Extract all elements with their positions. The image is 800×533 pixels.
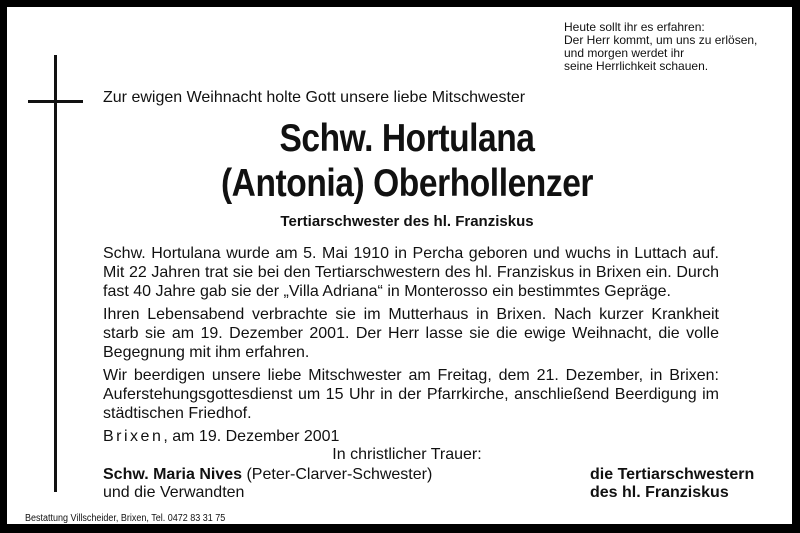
quote-line: Der Herr kommt, um uns zu erlösen, <box>564 33 758 47</box>
paragraph-biography: Schw. Hortulana wurde am 5. Mai 1910 in Percha geboren und wuchs in Luttach auf. Mit 22 Jahren trat sie bei den Tertiarschwestern des hl. Franziskus in Brixen ein. Durch fast 40 Jahre gab sie der „Villa Adriana“ in Monterosso ein bestimmtes Gepräge. <box>103 245 719 300</box>
paragraph-funeral: Wir beerdigen unsere liebe Mitschwester am Freitag, dem 21. Dezember, in Brixen: Auferstehungsgottesdienst um 15 Uhr in der Pfarrkirche, anschließend Beerdigung im städtischen Friedhof. <box>103 367 719 422</box>
mourning-line: In christlicher Trauer: <box>332 446 482 463</box>
intro-text: Zur ewigen Weihnacht holte Gott unsere liebe Mitschwester <box>103 89 526 106</box>
signer-name: Schw. Maria Nives <box>103 466 243 483</box>
place: Brixen <box>103 428 164 445</box>
obituary-body <box>103 244 719 446</box>
signer-affiliation: (Peter-Clarver-Schwester) <box>242 466 433 483</box>
quote-line: seine Herrlichkeit schauen. <box>564 59 709 73</box>
signature-left <box>103 466 432 502</box>
date: , am 19. Dezember 2001 <box>163 428 340 445</box>
cross-horizontal-bar <box>28 100 83 103</box>
signer-order-line1: die Tertiarschwestern <box>590 466 755 483</box>
paragraph-death: Ihren Lebensabend verbrachte sie im Mutterhaus in Brixen. Nach kurzer Krankheit starb sie am 19. Dezember 2001. Der Herr lasse sie die ewige Weihnacht, die volle Begegnung mit ihm erfahren. <box>103 306 719 361</box>
place-date <box>103 427 719 446</box>
deceased-name-line2: (Antonia) Oberhollenzer <box>220 162 594 205</box>
signer-order-line2: des hl. Franziskus <box>590 484 729 501</box>
signature-right <box>590 466 754 502</box>
deceased-name-line1: Schw. Hortulana <box>279 117 535 160</box>
obituary-notice <box>7 7 792 524</box>
bible-quote <box>564 21 757 73</box>
cross-vertical-bar <box>54 55 57 492</box>
signer-relatives: und die Verwandten <box>103 484 245 501</box>
funeral-home-footer: Bestattung Villscheider, Brixen, Tel. 0472 83 31 75 <box>25 513 226 524</box>
quote-line: Heute sollt ihr es erfahren: <box>564 20 705 34</box>
quote-line: und morgen werdet ihr <box>564 46 685 60</box>
order-subtitle: Tertiarschwester des hl. Franziskus <box>280 213 534 230</box>
